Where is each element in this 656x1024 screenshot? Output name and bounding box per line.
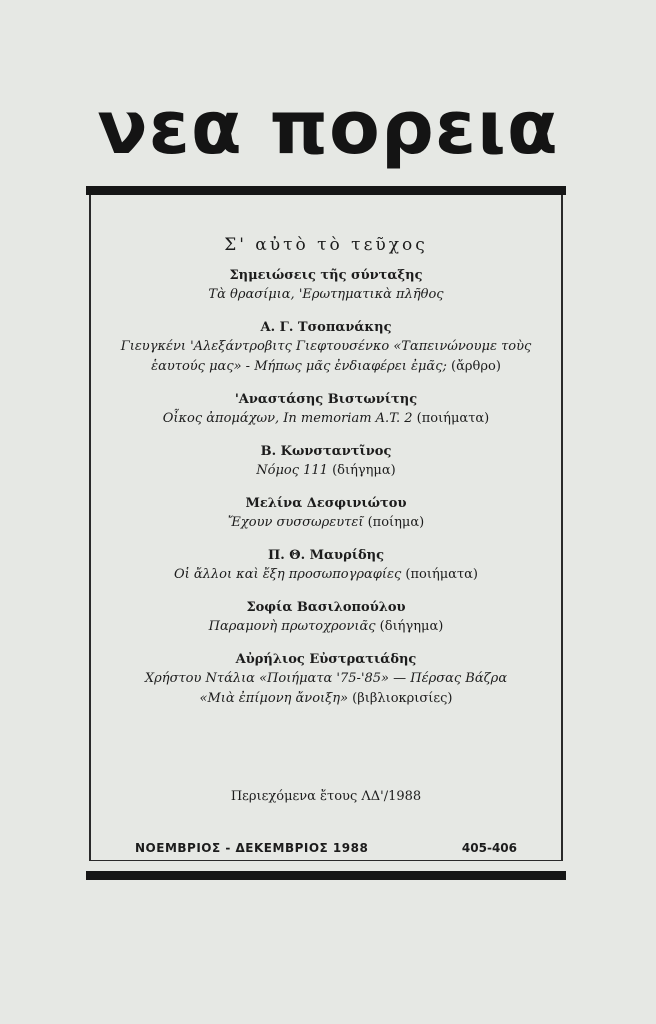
entry-title: Παραμονὴ πρωτοχρονιᾶς <box>208 619 376 634</box>
entry-author: Αὐρήλιος Εὐστρατιάδης <box>235 652 417 667</box>
entry-author: Α. Γ. Τσοπανάκης <box>260 320 392 335</box>
entry-work <box>101 285 551 305</box>
list-item <box>101 391 551 429</box>
entry-genre: (βιβλιοκρισίες) <box>352 691 453 706</box>
entry-work <box>101 689 551 709</box>
list-item <box>101 547 551 585</box>
entry-genre: (ποιήματα) <box>405 567 479 582</box>
contents-box <box>89 195 563 861</box>
entry-title: Χρήστου Ντάλια «Ποιήματα '75-'85» — Πέρσας Βάζρα <box>144 671 508 686</box>
list-item <box>101 599 551 637</box>
entry-title: ἑαυτούς μας» - Μήπως μᾶς ἐνδιαφέρει ἐμᾶς; <box>151 359 447 374</box>
entry-title: Οἶκος ἀπομάχων, In memoriam A.T. 2 <box>162 411 413 426</box>
entry-work <box>101 337 551 357</box>
entry-genre: (διήγημα) <box>332 463 396 478</box>
entry-title: «Μιὰ ἐπίμονη ἄνοιξη» <box>199 691 349 706</box>
entry-work <box>101 357 551 377</box>
entry-genre: (ἄρθρο) <box>451 359 501 374</box>
entry-title: Ἔχουν συσσωρευτεῖ <box>227 515 364 530</box>
entry-work <box>101 565 551 585</box>
entry-author: Π. Θ. Μαυρίδης <box>267 548 385 563</box>
issue-date: ΝΟΕΜΒΡΙΟΣ - ΔΕΚΕΜΒΡΙΟΣ 1988 <box>135 841 369 855</box>
issue-number: 405-406 <box>461 841 517 855</box>
entry-author: Σοφία Βασιλοπούλου <box>246 600 406 615</box>
contents-list <box>101 267 551 723</box>
entry-title: Γιευγκένι 'Αλεξάντροβιτς Γιεφτουσένκο «Ταπεινώνουμε τοὺς <box>120 339 532 354</box>
entry-work <box>101 669 551 689</box>
entry-author: 'Αναστάσης Βιστωνίτης <box>234 392 418 407</box>
entry-author: Σημειώσεις τῆς σύνταξης <box>229 268 423 283</box>
list-item <box>101 443 551 481</box>
entry-work <box>101 513 551 533</box>
contents-frame <box>86 186 566 880</box>
top-rule <box>86 186 566 195</box>
masthead-title: νεα πορεια <box>97 85 559 171</box>
entry-work <box>101 461 551 481</box>
entry-title: Νόμος 111 <box>256 463 328 478</box>
entry-title: Οἱ ἄλλοι καὶ ἔξη προσωπογραφίες <box>173 567 402 582</box>
list-item <box>101 495 551 533</box>
list-item <box>101 651 551 709</box>
list-item <box>101 319 551 377</box>
bottom-rule <box>86 871 566 880</box>
entry-author: Β. Κωνσταντῖνος <box>260 444 392 459</box>
entry-title: Τὰ θρασίμια, 'Ερωτηματικὰ πλῆθος <box>208 287 444 302</box>
entry-work <box>101 617 551 637</box>
entry-work <box>101 409 551 429</box>
entry-genre: (διήγημα) <box>379 619 444 634</box>
year-contents-note: Περιεχόμενα ἔτους ΛΔ'/1988 <box>230 789 422 804</box>
entry-genre: (ποίημα) <box>367 515 425 530</box>
contents-heading: Σ' αὐτὸ τὸ τεῦχος <box>224 235 428 255</box>
list-item <box>101 267 551 305</box>
entry-genre: (ποιήματα) <box>416 411 490 426</box>
entry-author: Μελίνα Δεσφινιώτου <box>245 496 407 511</box>
